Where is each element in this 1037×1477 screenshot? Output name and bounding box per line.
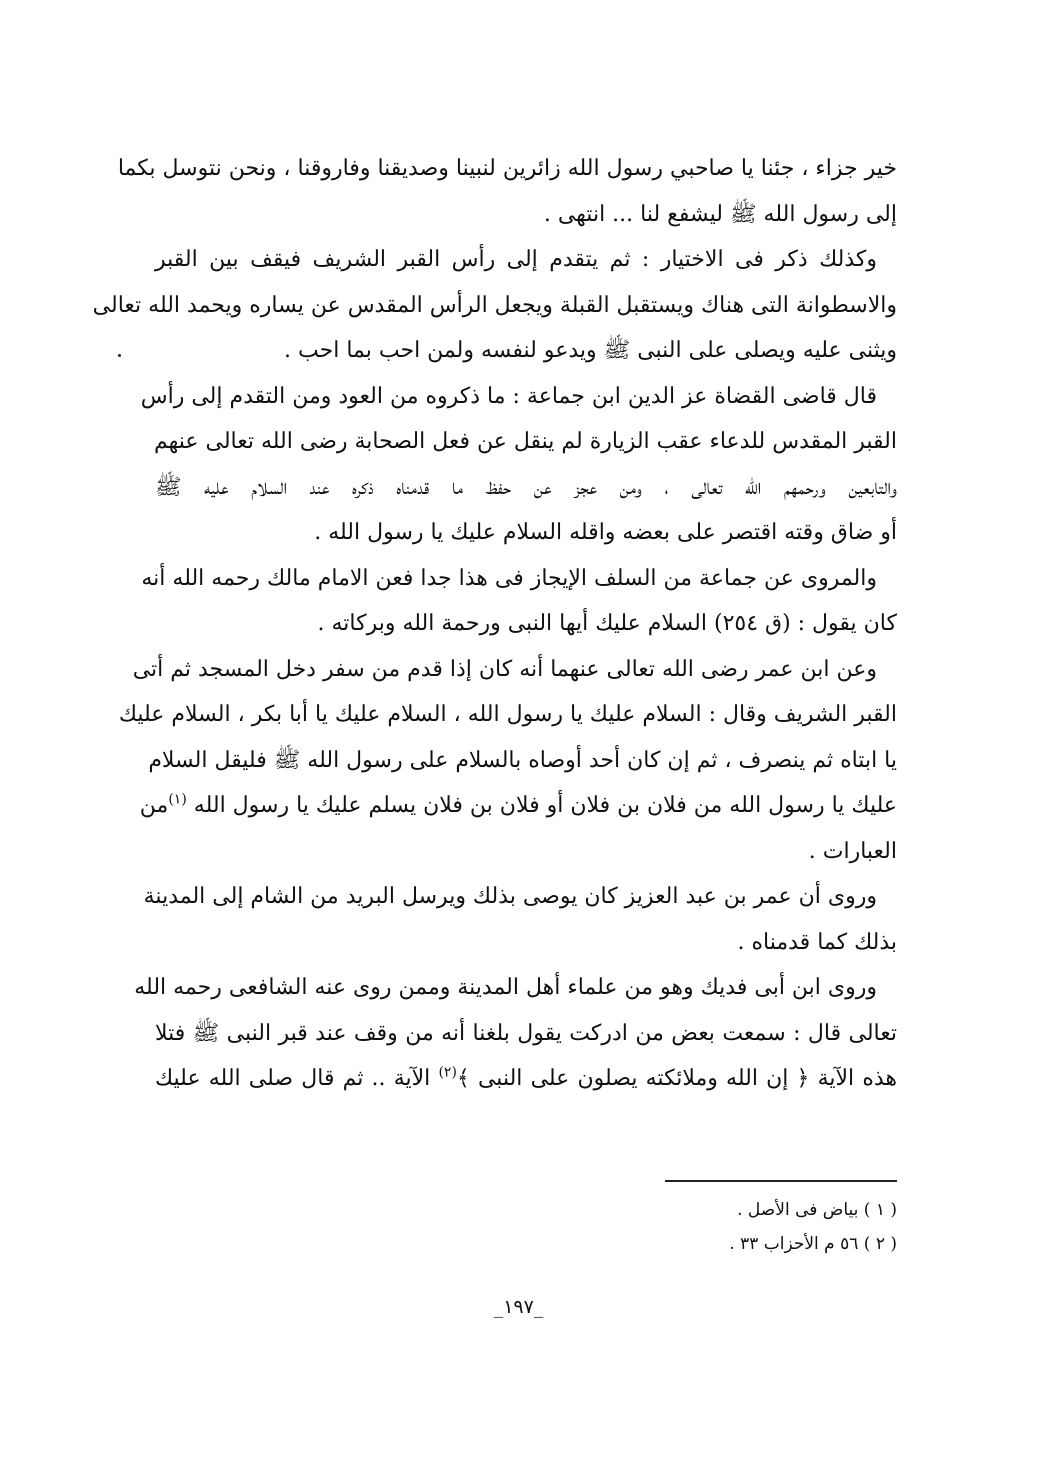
stray-mark — [118, 354, 121, 357]
text-line: إلى رسول الله ﷺ ليشفع لنا ... انتهى . — [543, 201, 897, 227]
footnote-separator — [665, 1180, 897, 1182]
text-line: القبر المقدس للدعاء عقب الزيارة لم ينقل عن فعل الصحابة رضى الله تعالى عنهم — [153, 429, 897, 454]
text-line: وكذلك ذكر فى الاختيار : ثم يتقدم إلى رأس القبر الشريف فيقف بين القبر — [155, 247, 877, 272]
text-line: وروى ابن أبى فديك وهو من علماء أهل المدينة وممن روى عنه الشافعى رحمه الله — [134, 975, 877, 1000]
text-line: والتابعين ورحمهم الله تعالى ، ومن عجز عن حفظ ما قدمناه ذكره عند السلام عليه ﷺ — [155, 474, 897, 500]
text-segment: هذه الآية ﴿ إن الله وملائكته يصلون على النبى ﴾ — [456, 1066, 897, 1091]
footnote-2: ( ٢ ) ٥٦ م الأحزاب ٣٣ . — [729, 1234, 897, 1254]
text-line: العبارات . — [808, 838, 897, 864]
footnote-1: ( ١ ) بياض فى الأصل . — [737, 1200, 897, 1220]
footnote-ref-1: (١) — [168, 791, 187, 808]
text-segment: عليك يا رسول الله من فلان بن فلان أو فلان بن فلان يسلم عليك يا رسول الله — [193, 793, 897, 818]
text-line: يا ابتاه ثم ينصرف ، ثم إن كان أحد أوصاه بالسلام على رسول الله ﷺ فليقل السلام — [148, 747, 897, 773]
footnote-ref-2: (٢) — [438, 1064, 457, 1081]
text-line: أو ضاق وقته اقتصر على بعضه واقله السلام عليك يا رسول الله . — [314, 520, 897, 545]
text-line: قال قاضى القضاة عز الدين ابن جماعة : ما ذكروه من العود ومن التقدم إلى رأس — [140, 383, 877, 409]
text-line: القبر الشريف وقال : السلام عليك يا رسول الله ، السلام عليك يا أبا بكر ، السلام عليك — [118, 702, 897, 727]
page-number: _١٩٧_ — [493, 1296, 544, 1318]
text-line: تعالى قال : سمعت بعض من ادركت يقول بلغنا أنه من وقف عند قبر النبى ﷺ فتلا — [155, 1020, 897, 1046]
main-text — [92, 146, 897, 1102]
text-line: ويثنى عليه ويصلى على النبى ﷺ ويدعو لنفسه ولمن احب بما احب . — [284, 338, 897, 363]
text-line-with-note — [155, 1056, 897, 1102]
text-segment: الآية .. ثم قال صلى الله عليك — [155, 1066, 439, 1091]
text-line: كان يقول : (ق ٢٥٤) السلام عليك أيها النبى ورحمة الله وبركاته . — [317, 611, 897, 636]
text-line-with-note — [139, 783, 897, 829]
text-line: وعن ابن عمر رضى الله تعالى عنهما أنه كان إذا قدم من سفر دخل المسجد ثم أتى — [132, 656, 877, 682]
text-line: بذلك كما قدمناه . — [737, 929, 897, 955]
text-line: والمروى عن جماعة من السلف الإيجاز فى هذا جدا فعن الامام مالك رحمه الله أنه — [141, 565, 877, 591]
footnotes — [729, 1193, 897, 1261]
text-line: خير جزاء ، جئنا يا صاحبي رسول الله زائرين لنبينا وصديقنا وفاروقنا ، ونحن نتوسل بكما — [117, 156, 897, 181]
text-segment: من — [139, 793, 169, 818]
text-line: والاسطوانة التى هناك ويستقبل القبلة ويجعل الرأس المقدس عن يساره ويحمد الله تعالى — [92, 292, 897, 318]
text-line: وروى أن عمر بن عبد العزيز كان يوصى بذلك ويرسل البريد من الشام إلى المدينة — [143, 884, 877, 909]
